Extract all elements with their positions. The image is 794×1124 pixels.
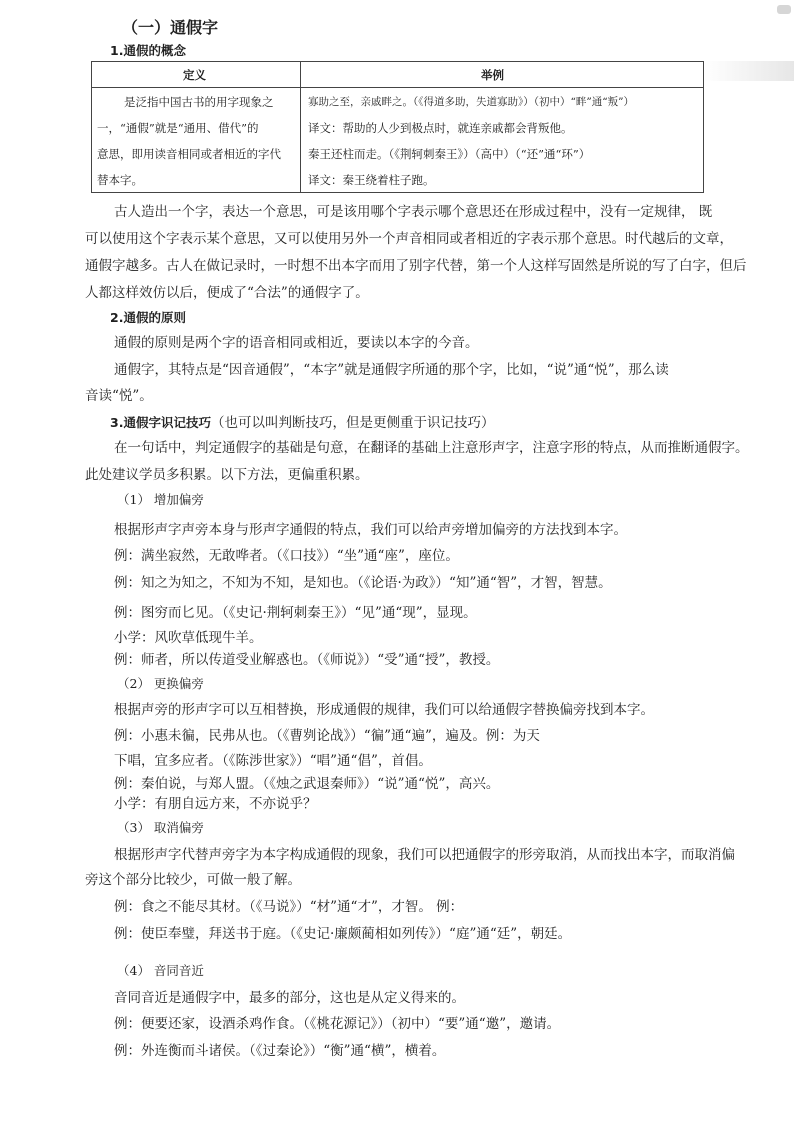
method-desc: 根据形声字声旁本身与形声字通假的特点，我们可以给声旁增加偏旁的方法找到本字。 xyxy=(114,522,627,538)
method-desc: 旁这个部分比较少，可做一般了解。 xyxy=(85,872,301,888)
method-desc: 根据声旁的形声字可以互相替换，形成通假的规律，我们可以给通假字替换偏旁找到本字。 xyxy=(114,702,654,718)
principle-text: 通假的原则是两个字的语音相同或相近，要读以本字的今音。 xyxy=(114,335,479,351)
section-heading-principle: 2.通假的原则 xyxy=(110,310,186,325)
definition-line: 一，“通假”就是“通用、借代”的 xyxy=(97,121,259,135)
example-item: 例：食之不能尽其材。（《马说》）“材”通“才”，才智。 例： xyxy=(114,899,464,915)
example-item: 小学：有朋自远方来，不亦说乎？ xyxy=(114,796,317,812)
example-item: 下唱，宜多应者。（《陈涉世家》）“唱”通“倡”，首倡。 xyxy=(114,753,432,769)
method-title: （1） 增加偏旁 xyxy=(117,492,204,507)
section-heading-skills xyxy=(110,411,494,431)
example-line: 译文：帮助的人少到极点时，就连亲戚都会背叛他。 xyxy=(308,121,573,135)
example-item: 例：师者，所以传道受业解惑也。（《师说》）“受”通“授”，教授。 xyxy=(114,652,500,668)
example-item: 例：便要还家，设酒杀鸡作食。（《桃花源记》）（初中）“要”通“邀”，邀请。 xyxy=(114,1016,561,1032)
paragraph-line: 在一句话中，判定通假字的基础是句意，在翻译的基础上注意形声字，注意字形的特点，从而推断通假字。 xyxy=(114,440,749,456)
method-title: （3） 取消偏旁 xyxy=(117,820,204,835)
example-item: 例：小惠未徧，民弗从也。（《曹刿论战》）“徧”通“遍”，遍及。例：为天 xyxy=(114,728,540,744)
example-item: 例：满坐寂然，无敢哗者。（《口技》）“坐”通“座”，座位。 xyxy=(114,548,459,564)
scan-artifact xyxy=(777,5,791,14)
paragraph-line: 人都这样效仿以后，便成了“合法”的通假字了。 xyxy=(85,285,369,301)
example-line: 寡助之至，亲戚畔之。（《得道多助，失道寡助》）（初中）“畔”通“叛”） xyxy=(308,96,634,108)
example-line: 译文：秦王绕着柱子跑。 xyxy=(308,173,435,187)
paragraph-line: 通假字，其特点是“因音通假”，“本字”就是通假字所通的那个字，比如，“说”通“悦”，那么读 xyxy=(114,362,669,378)
paragraph-line: 音读“悦”。 xyxy=(85,388,153,404)
paragraph-line: 此处建议学员多积累。以下方法，更偏重积累。 xyxy=(85,467,369,483)
section-heading-skills-title: 3.通假字识记技巧 xyxy=(110,415,211,430)
paragraph-line: 通假字越多。古人在做记录时，一时想不出本字而用了别字代替，第一个人这样写固然是所说的写了白字，但后 xyxy=(85,258,747,274)
example-item: 例：外连衡而斗诸侯。（《过秦论》）“衡”通“横”，横着。 xyxy=(114,1043,446,1059)
method-title: （2） 更换偏旁 xyxy=(117,676,204,691)
table-header-example: 举例 xyxy=(481,68,504,82)
table-header-definition: 定义 xyxy=(183,68,206,82)
definition-line: 替本字。 xyxy=(97,173,143,187)
section-heading-concept: 1.通假的概念 xyxy=(110,43,186,58)
example-item: 例：图穷而匕见。（《史记·荆轲刺秦王》）“见”通“现”，显现。 xyxy=(114,605,477,621)
method-desc: 音同音近是通假字中，最多的部分，这也是从定义得来的。 xyxy=(114,990,465,1006)
example-item: 例：使臣奉璧，拜送书于庭。（《史记·廉颇蔺相如列传》）“庭”通“廷”，朝廷。 xyxy=(114,926,572,942)
example-item: 小学：风吹草低现牛羊。 xyxy=(114,630,263,646)
example-line: 秦王还柱而走。（《荆轲刺秦王》）（高中）（“还”通“环”） xyxy=(308,147,591,161)
method-title: （4） 音同音近 xyxy=(117,963,204,978)
example-item: 例：秦伯说，与郑人盟。（《烛之武退秦师》）“说”通“悦”，高兴。 xyxy=(114,776,500,792)
scan-shadow xyxy=(704,61,794,81)
page-title: （一）通假字 xyxy=(122,18,219,37)
definition-line: 是泛指中国古书的用字现象之 xyxy=(124,95,274,109)
method-desc: 根据形声字代替声旁字为本字构成通假的现象，我们可以把通假字的形旁取消，从而找出本字，而取消偏 xyxy=(114,847,735,863)
paragraph-line: 可以使用这个字表示某个意思，又可以使用另外一个声音相同或者相近的字表示那个意思。时代越后的文章， xyxy=(85,231,733,247)
definition-line: 意思，即用读音相同或者相近的字代 xyxy=(97,147,281,161)
example-item: 例：知之为知之，不知为不知，是知也。（《论语·为政》）“知”通“智”，才智，智慧。 xyxy=(114,575,612,591)
section-heading-skills-note: （也可以叫判断技巧，但是更侧重于识记技巧） xyxy=(210,415,495,431)
paragraph-line: 古人造出一个字，表达一个意思，可是该用哪个字表示哪个意思还在形成过程中，没有一定规律， 既 xyxy=(114,204,713,220)
